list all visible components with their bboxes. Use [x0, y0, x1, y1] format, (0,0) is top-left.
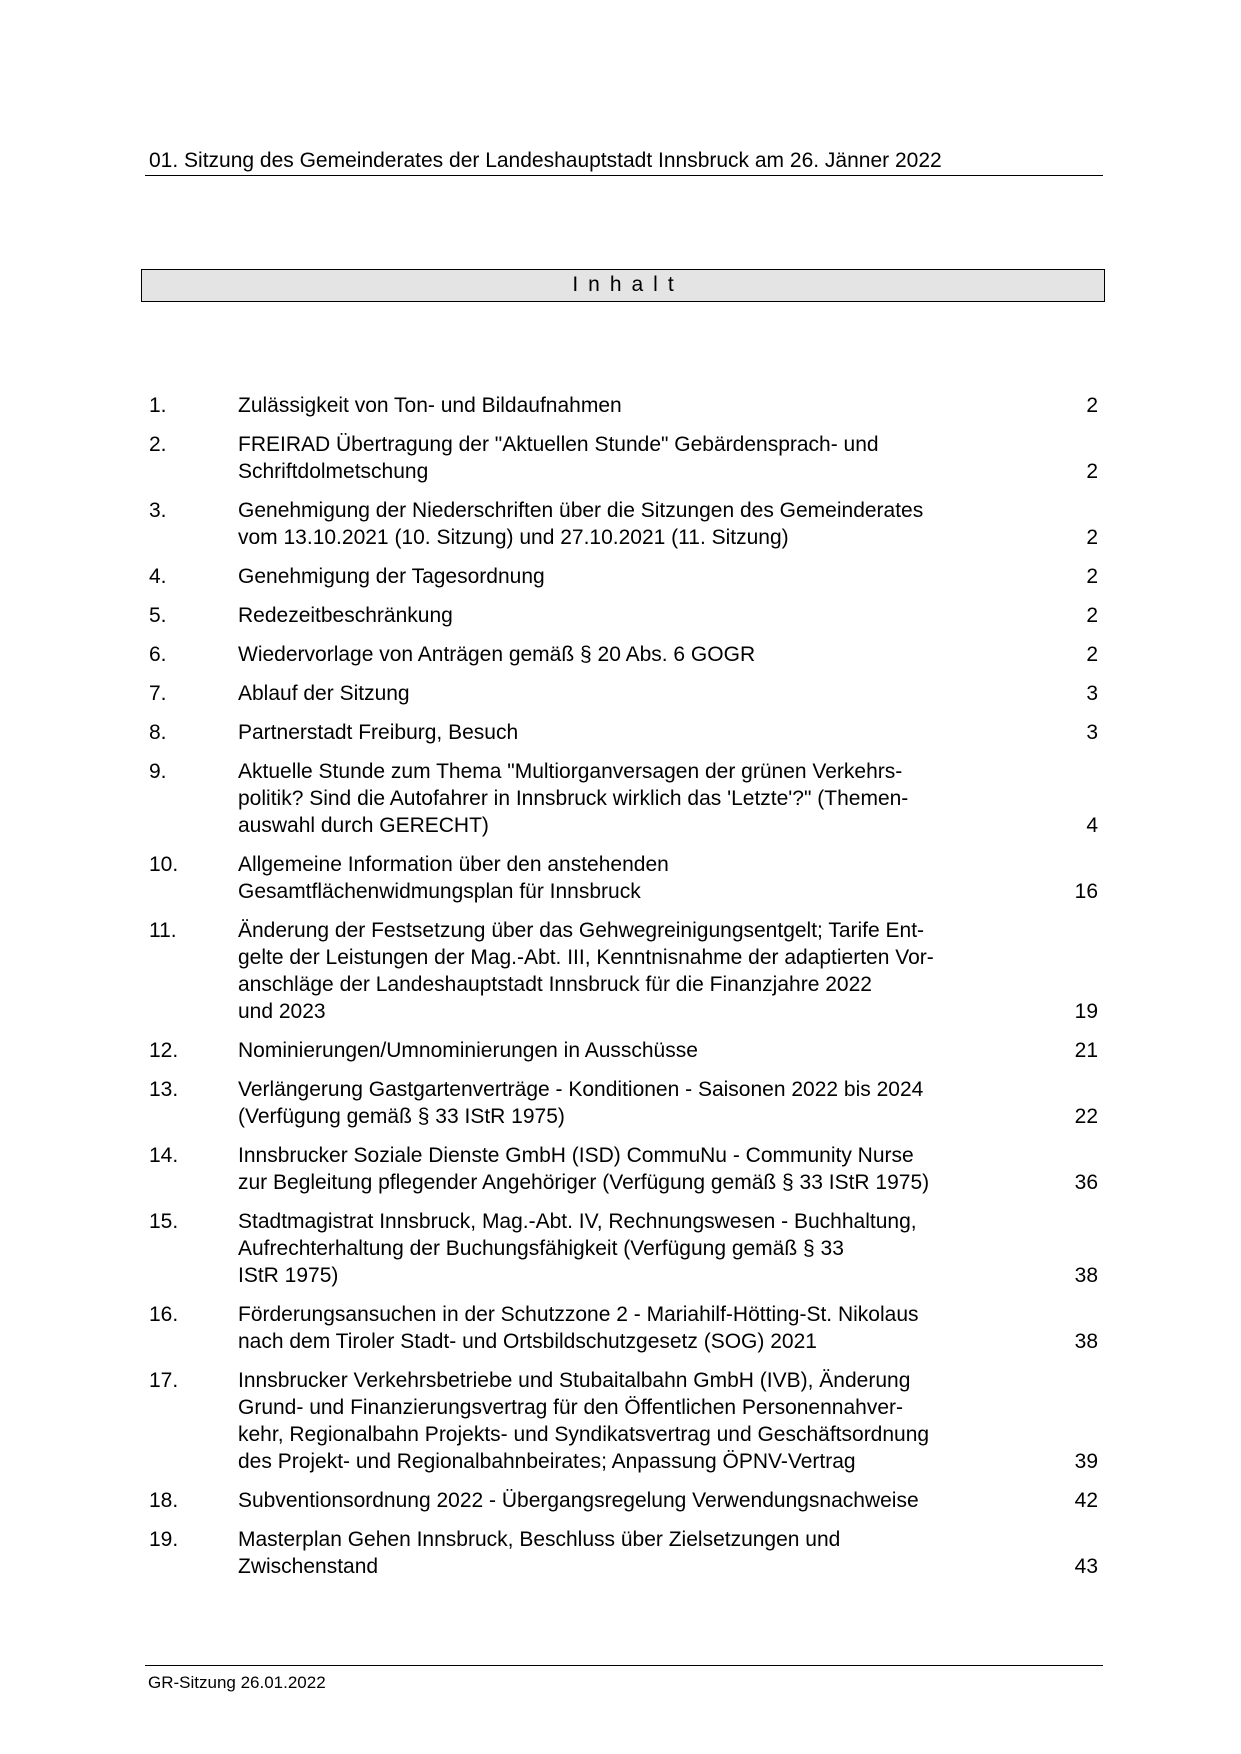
- toc-entry-title-line: Stadtmagistrat Innsbruck, Mag.-Abt. IV, Rechnungswesen - Buchhaltung,: [238, 1210, 917, 1233]
- toc-entry-page: 2: [1086, 460, 1098, 483]
- toc-entry-title-line: Ablauf der Sitzung: [238, 682, 410, 705]
- toc-entry-page: 4: [1086, 814, 1098, 837]
- toc-entry-title: [238, 563, 1038, 590]
- toc-entry-title: [238, 641, 1038, 668]
- toc-entry-page: 43: [1074, 1555, 1098, 1578]
- toc-entry-number: 2.: [149, 433, 167, 456]
- toc-entry-page: 16: [1074, 880, 1098, 903]
- toc-entry-title-line: Förderungsansuchen in der Schutzzone 2 - Mariahilf-Hötting-St. Nikolaus: [238, 1303, 919, 1326]
- toc-entry-title-line: Grund- und Finanzierungsvertrag für den Öffentlichen Personennahver-: [238, 1396, 903, 1419]
- toc-entry-title: [238, 1526, 1038, 1580]
- toc-entry-title-line: Schriftdolmetschung: [238, 460, 429, 483]
- toc-entry-title-line: vom 13.10.2021 (10. Sitzung) und 27.10.2021 (11. Sitzung): [238, 526, 789, 549]
- toc-entry-title-line: Gesamtflächenwidmungsplan für Innsbruck: [238, 880, 641, 903]
- toc-entry-title: [238, 917, 1038, 1025]
- toc-entry-title-line: Zwischenstand: [238, 1555, 379, 1578]
- toc-entry-title-line: Genehmigung der Niederschriften über die Sitzungen des Gemeinderates: [238, 499, 924, 522]
- toc-entry-page: 38: [1074, 1264, 1098, 1287]
- toc-entry-number: 11.: [149, 919, 177, 942]
- toc-entry-title-line: Genehmigung der Tagesordnung: [238, 565, 545, 588]
- toc-entry-title-line: Aktuelle Stunde zum Thema "Multiorganversagen der grünen Verkehrs-: [238, 760, 903, 783]
- toc-entry-title-line: Innsbrucker Verkehrsbetriebe und Stubaitalbahn GmbH (IVB), Änderung: [238, 1369, 911, 1392]
- toc-entry-number: 15.: [149, 1210, 179, 1233]
- toc-entry-number: 19.: [149, 1528, 179, 1551]
- toc-entry-title-line: nach dem Tiroler Stadt- und Ortsbildschutzgesetz (SOG) 2021: [238, 1330, 817, 1353]
- toc-entry-page: 2: [1086, 604, 1098, 627]
- toc-entry-title-line: Allgemeine Information über den anstehenden: [238, 853, 669, 876]
- toc-entry-number: 6.: [149, 643, 167, 666]
- toc-entry-title-line: (Verfügung gemäß § 33 IStR 1975): [238, 1105, 565, 1128]
- toc-entry-title: [238, 497, 1038, 551]
- toc-entry-number: 5.: [149, 604, 167, 627]
- page-footer: [145, 1665, 1103, 1692]
- toc-entry-title: [238, 1487, 1038, 1514]
- toc-entry-title-line: zur Begleitung pflegender Angehöriger (Verfügung gemäß § 33 IStR 1975): [238, 1171, 930, 1194]
- toc-entry-page: 2: [1086, 526, 1098, 549]
- toc-entry-title-line: Wiedervorlage von Anträgen gemäß § 20 Abs. 6 GOGR: [238, 643, 756, 666]
- toc-entry-number: 4.: [149, 565, 167, 588]
- toc-entry-title-line: kehr, Regionalbahn Projekts- und Syndikatsvertrag und Geschäftsordnung: [238, 1423, 930, 1446]
- toc-entry-number: 12.: [149, 1039, 179, 1062]
- contents-heading-box: [141, 269, 1105, 302]
- toc-entry-title: [238, 1208, 1038, 1289]
- toc-entry-page: 3: [1086, 721, 1098, 744]
- page-header: [145, 148, 1103, 176]
- toc-entry-title: [238, 602, 1038, 629]
- toc-entry-number: 16.: [149, 1303, 179, 1326]
- toc-entry-title-line: Verlängerung Gastgartenverträge - Konditionen - Saisonen 2022 bis 2024: [238, 1078, 924, 1101]
- toc-entry-title-line: Subventionsordnung 2022 - Übergangsregelung Verwendungsnachweise: [238, 1489, 919, 1512]
- toc-entry-number: 14.: [149, 1144, 179, 1167]
- toc-entry-title: [238, 431, 1038, 485]
- toc-entry-title-line: Änderung der Festsetzung über das Gehwegreinigungsentgelt; Tarife Ent-: [238, 919, 925, 942]
- toc-entry-number: 13.: [149, 1078, 179, 1101]
- toc-entry-number: 9.: [149, 760, 167, 783]
- toc-entry-page: 2: [1086, 565, 1098, 588]
- toc-entry-page: 21: [1074, 1039, 1098, 1062]
- toc-entry-title: [238, 1367, 1038, 1475]
- toc-entry-page: 2: [1086, 643, 1098, 666]
- toc-entry-title-line: politik? Sind die Autofahrer in Innsbruck wirklich das 'Letzte'?" (Themen-: [238, 787, 909, 810]
- toc-entry-page: 22: [1074, 1105, 1098, 1128]
- toc-entry-title-line: Zulässigkeit von Ton- und Bildaufnahmen: [238, 394, 622, 417]
- toc-entry-title: [238, 1142, 1038, 1196]
- toc-entry-title: [238, 680, 1038, 707]
- toc-entry-title-line: des Projekt- und Regionalbahnbeirates; Anpassung ÖPNV-Vertrag: [238, 1450, 856, 1473]
- toc-entry-title-line: Aufrechterhaltung der Buchungsfähigkeit (Verfügung gemäß § 33: [238, 1237, 844, 1260]
- toc-entry-title: [238, 719, 1038, 746]
- toc-entry-title-line: und 2023: [238, 1000, 326, 1023]
- toc-entry-title-line: IStR 1975): [238, 1264, 339, 1287]
- toc-entry-page: 36: [1074, 1171, 1098, 1194]
- toc-entry-number: 10.: [149, 853, 179, 876]
- footer-text: GR-Sitzung 26.01.2022: [148, 1673, 326, 1692]
- toc-entry-number: 17.: [149, 1369, 179, 1392]
- toc-entry-title: [238, 392, 1038, 419]
- toc-entry-number: 18.: [149, 1489, 179, 1512]
- toc-entry-title-line: anschläge der Landeshauptstadt Innsbruck für die Finanzjahre 2022: [238, 973, 872, 996]
- toc-entry-page: 3: [1086, 682, 1098, 705]
- toc-entry-number: 8.: [149, 721, 167, 744]
- toc-entry-title: [238, 1076, 1038, 1130]
- toc-entry-number: 3.: [149, 499, 167, 522]
- toc-entry-number: 1.: [149, 394, 167, 417]
- toc-entry-page: 42: [1074, 1489, 1098, 1512]
- toc-entry-page: 19: [1074, 1000, 1098, 1023]
- toc-entry-page: 39: [1074, 1450, 1098, 1473]
- toc-entry-title: [238, 1301, 1038, 1355]
- toc-entry-title-line: Masterplan Gehen Innsbruck, Beschluss über Zielsetzungen und: [238, 1528, 841, 1551]
- toc-entry-title-line: FREIRAD Übertragung der "Aktuellen Stunde" Gebärdensprach- und: [238, 433, 879, 456]
- toc-entry-page: 38: [1074, 1330, 1098, 1353]
- contents-heading: Inhalt: [572, 273, 684, 296]
- toc-entry-title-line: Partnerstadt Freiburg, Besuch: [238, 721, 519, 744]
- toc-entry-title-line: Nominierungen/Umnominierungen in Ausschüsse: [238, 1039, 698, 1062]
- toc-entry-title: [238, 1037, 1038, 1064]
- toc-entry-title: [238, 758, 1038, 839]
- toc-entry-title-line: gelte der Leistungen der Mag.-Abt. III, Kenntnisnahme der adaptierten Vor-: [238, 946, 934, 969]
- toc-entry-number: 7.: [149, 682, 167, 705]
- toc-entry-title-line: Redezeitbeschränkung: [238, 604, 453, 627]
- toc-entry-title: [238, 851, 1038, 905]
- toc-entry-title-line: Innsbrucker Soziale Dienste GmbH (ISD) CommuNu - Community Nurse: [238, 1144, 914, 1167]
- toc-entry-title-line: auswahl durch GERECHT): [238, 814, 489, 837]
- toc-entry-page: 2: [1086, 394, 1098, 417]
- header-title: 01. Sitzung des Gemeinderates der Landeshauptstadt Innsbruck am 26. Jänner 2022: [149, 149, 942, 172]
